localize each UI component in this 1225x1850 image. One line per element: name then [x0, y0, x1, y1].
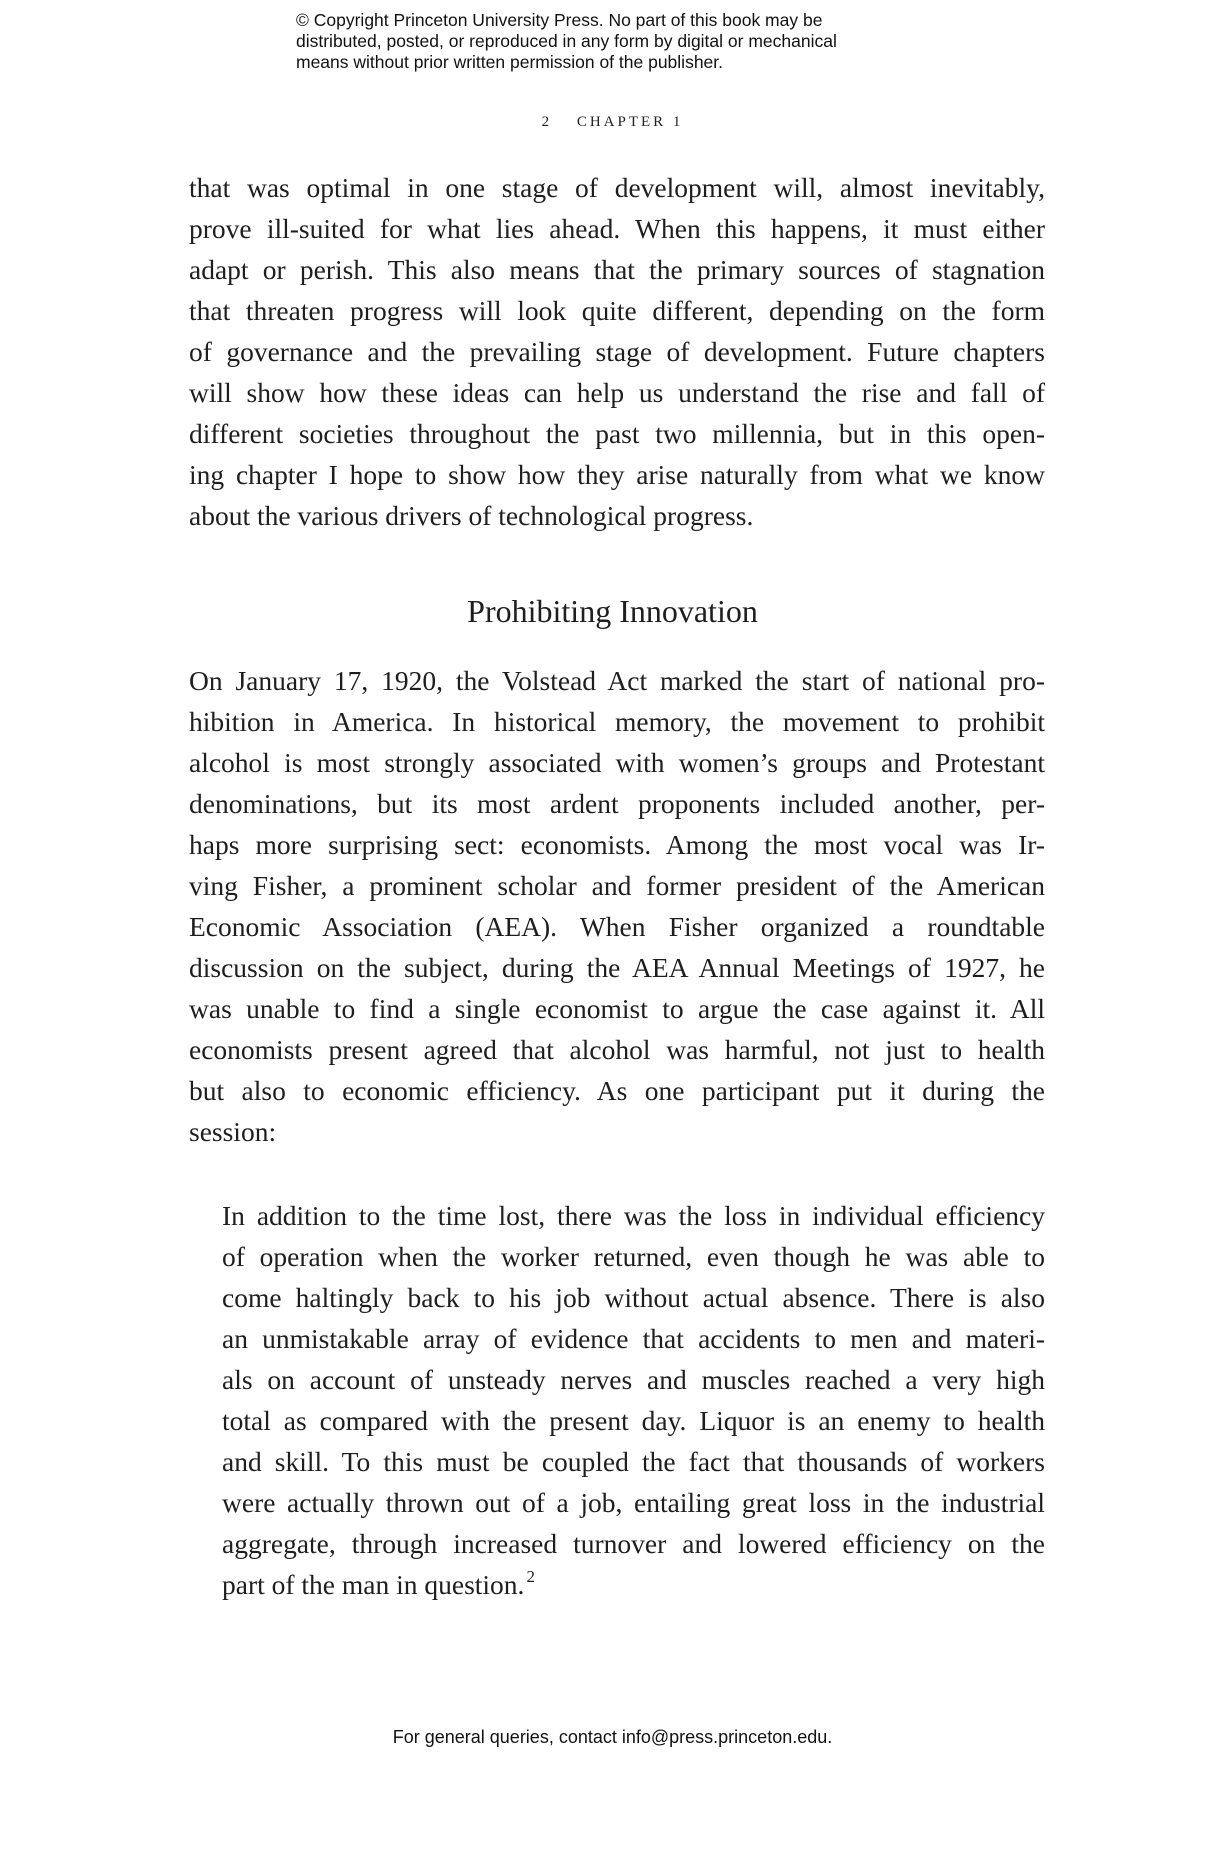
- text-line: about the various drivers of technological progress.: [189, 500, 754, 531]
- text-line: different societies throughout the past two millennia, but in this open-: [189, 418, 1045, 449]
- copyright-line: distributed, posted, or reproduced in any form by digital or mechanical: [296, 31, 837, 51]
- text-line: ing chapter I hope to show how they arise naturally from what we know: [189, 459, 1045, 490]
- quote-line: total as compared with the present day. Liquor is an enemy to health: [222, 1405, 1045, 1436]
- quote-line: aggregate, through increased turnover and lowered efficiency on the: [222, 1528, 1045, 1559]
- text-line: will show how these ideas can help us understand the rise and fall of: [189, 377, 1045, 408]
- quote-line: of operation when the worker returned, even though he was able to: [222, 1241, 1045, 1272]
- quote-line: come haltingly back to his job without actual absence. There is also: [222, 1282, 1045, 1313]
- text-line: prove ill-suited for what lies ahead. When this happens, it must either: [189, 213, 1045, 244]
- text-line: that threaten progress will look quite different, depending on the form: [189, 295, 1045, 326]
- text-line: haps more surprising sect: economists. Among the most vocal was Ir-: [189, 829, 1045, 860]
- text-line: economists present agreed that alcohol was harmful, not just to health: [189, 1034, 1045, 1065]
- text-line: adapt or perish. This also means that the primary sources of stagnation: [189, 254, 1045, 285]
- quote-line: an unmistakable array of evidence that accidents to men and materi-: [222, 1323, 1045, 1354]
- running-head: [0, 114, 1225, 131]
- page-number: 2: [541, 114, 553, 130]
- text-line: On January 17, 1920, the Volstead Act marked the start of national pro-: [189, 665, 1045, 696]
- text-line: session:: [189, 1116, 277, 1147]
- text-line: that was optimal in one stage of development will, almost inevitably,: [189, 172, 1045, 203]
- text-line: of governance and the prevailing stage of development. Future chapters: [189, 336, 1045, 367]
- text-line: Economic Association (AEA). When Fisher organized a roundtable: [189, 911, 1045, 942]
- text-line: but also to economic efficiency. As one participant put it during the: [189, 1075, 1045, 1106]
- text-line: hibition in America. In historical memory, the movement to prohibit: [189, 706, 1045, 737]
- chapter-label: CHAPTER 1: [576, 114, 684, 130]
- paragraph-continued: [189, 167, 1045, 536]
- copyright-line: means without prior written permission of the publisher.: [296, 52, 724, 72]
- text-line: discussion on the subject, during the AEA Annual Meetings of 1927, he: [189, 952, 1045, 983]
- quote-line-last: [222, 1564, 1045, 1605]
- copyright-line: © Copyright Princeton University Press. No part of this book may be: [296, 10, 823, 30]
- footnote-marker[interactable]: 2: [526, 1567, 535, 1586]
- footer-contact: For general queries, contact info@press.princeton.edu.: [392, 1727, 833, 1747]
- quote-line: and skill. To this must be coupled the fact that thousands of workers: [222, 1446, 1045, 1477]
- quote-line: In addition to the time lost, there was the loss in individual efficiency: [222, 1200, 1045, 1231]
- text-line: ving Fisher, a prominent scholar and former president of the American: [189, 870, 1045, 901]
- text-line: was unable to find a single economist to argue the case against it. All: [189, 993, 1045, 1024]
- quote-line: were actually thrown out of a job, entailing great loss in the industrial: [222, 1487, 1045, 1518]
- text-line: alcohol is most strongly associated with women’s groups and Protestant: [189, 747, 1045, 778]
- quote-line: als on account of unsteady nerves and muscles reached a very high: [222, 1364, 1045, 1395]
- copyright-notice: [296, 10, 936, 73]
- paragraph-prohibition: [189, 660, 1045, 1152]
- section-heading: Prohibiting Innovation: [467, 593, 758, 629]
- quote-line-text: part of the man in question.: [222, 1569, 525, 1600]
- block-quote: [222, 1195, 1045, 1605]
- text-line: denominations, but its most ardent proponents included another, per-: [189, 788, 1045, 819]
